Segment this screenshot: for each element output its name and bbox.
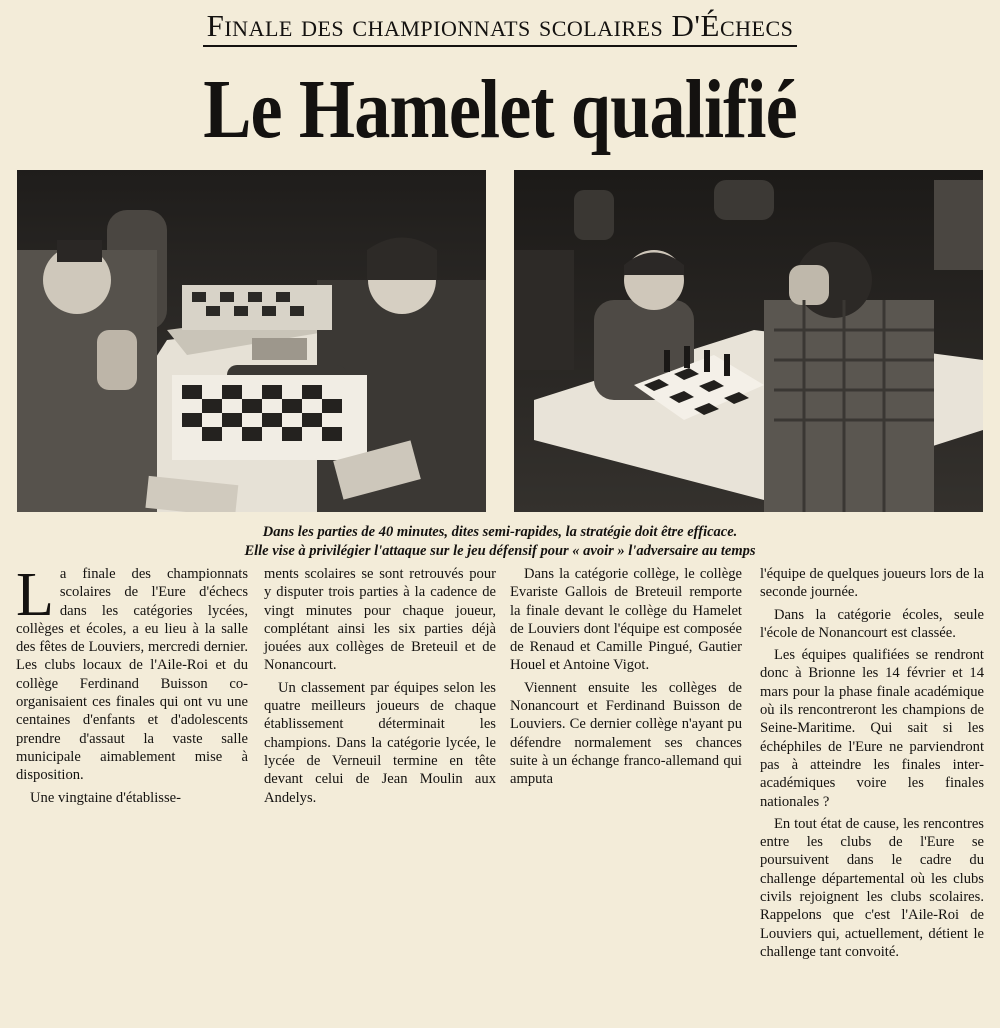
photo-right-graphic <box>514 170 983 512</box>
photo-chess-players-right <box>514 170 983 512</box>
article-paragraph: Dans la catégorie collège, le collège Evariste Gallois de Breteuil remporte la finale devant le collège du Hamelet de Louviers dont l'équipe est composée de Renaud et Camille Pingué, Gautier Houel et Antoine Vigot. <box>510 566 742 674</box>
article-column-3 <box>510 565 742 793</box>
article-column-4 <box>760 565 984 965</box>
article-column-2 <box>264 565 496 811</box>
photo-chess-players-left <box>17 170 486 512</box>
kicker <box>0 8 1000 47</box>
article-column-1 <box>16 561 248 811</box>
article-paragraph: Une vingtaine d'établisse- <box>30 789 181 806</box>
photo-left-graphic <box>17 170 486 512</box>
headline: Le Hamelet qualifié <box>203 63 797 156</box>
article-paragraph: Viennent ensuite les collèges de Nonancourt et Ferdinand Buisson de Louviers. Ce dernier collège n'ayant pu défendre normalement ses chances suite à un échange franco-allemand qui amputa <box>510 679 742 788</box>
caption-line-1: Dans les parties de 40 minutes, dites semi-rapides, la stratégie doit être efficace. <box>262 524 738 540</box>
photo-caption <box>0 523 1000 561</box>
article-paragraph <box>16 561 248 785</box>
drop-cap: L <box>16 561 54 629</box>
article-paragraph: En tout état de cause, les rencontres entre les clubs de l'Eure se poursuivent dans le cadre du challenge départemental où les clubs civils rejoignent les clubs scolaires. Rappelons que c'est l'Aile-Roi de Louviers qui, actuellement, détient le challenge tant convoité. <box>760 815 984 960</box>
caption-line-2: Elle vise à privilégier l'attaque sur le jeu défensif pour « avoir » l'adversaire au temps <box>244 543 756 559</box>
article-paragraph: l'équipe de quelques joueurs lors de la seconde journée. <box>760 566 984 601</box>
kicker-text: Finale des championnats scolaires D'Échecs <box>203 8 798 47</box>
article-paragraph: ments scolaires se sont retrouvés pour y disputer trois parties à la cadence de vingt minutes pour chaque joueur, complétant ainsi les six parties déjà jouées aux collèges de Breteuil et de Nonancourt. <box>264 566 496 674</box>
paragraph-text: a finale des championnats scolaires de l'Eure d'échecs dans les catégories lycées, collèges et écoles, a eu lieu à la salle des fêtes de Louviers, mercredi dernier. Les clubs locaux de l'Aile-Roi et du collège Ferdinand Buisson co-organisaient ces finales qui ont vu une centaines d'enfants et d'adolescents prendre d'assaut la vaste salle municipale aimablement mise à disposition. <box>16 566 248 784</box>
article-paragraph: Un classement par équipes selon les quatre meilleurs joueurs de chaque établissement déterminait les champions. Dans la catégorie lycée, le lycée de Verneuil termine en tête devant celui de Jean Moulin aux Andelys. <box>264 679 496 806</box>
article-paragraph: Dans la catégorie écoles, seule l'école de Nonancourt est classée. <box>760 606 984 641</box>
article-paragraph: Les équipes qualifiées se rendront donc à Brionne les 14 février et 14 mars pour la phase finale académique où ils rencontreront les champions de Seine-Maritime. Qui sait si les échéphiles de l'Eure ne parviendront pas à atteindre les finales inter-académiques voire les finales nationales ? <box>760 647 984 810</box>
